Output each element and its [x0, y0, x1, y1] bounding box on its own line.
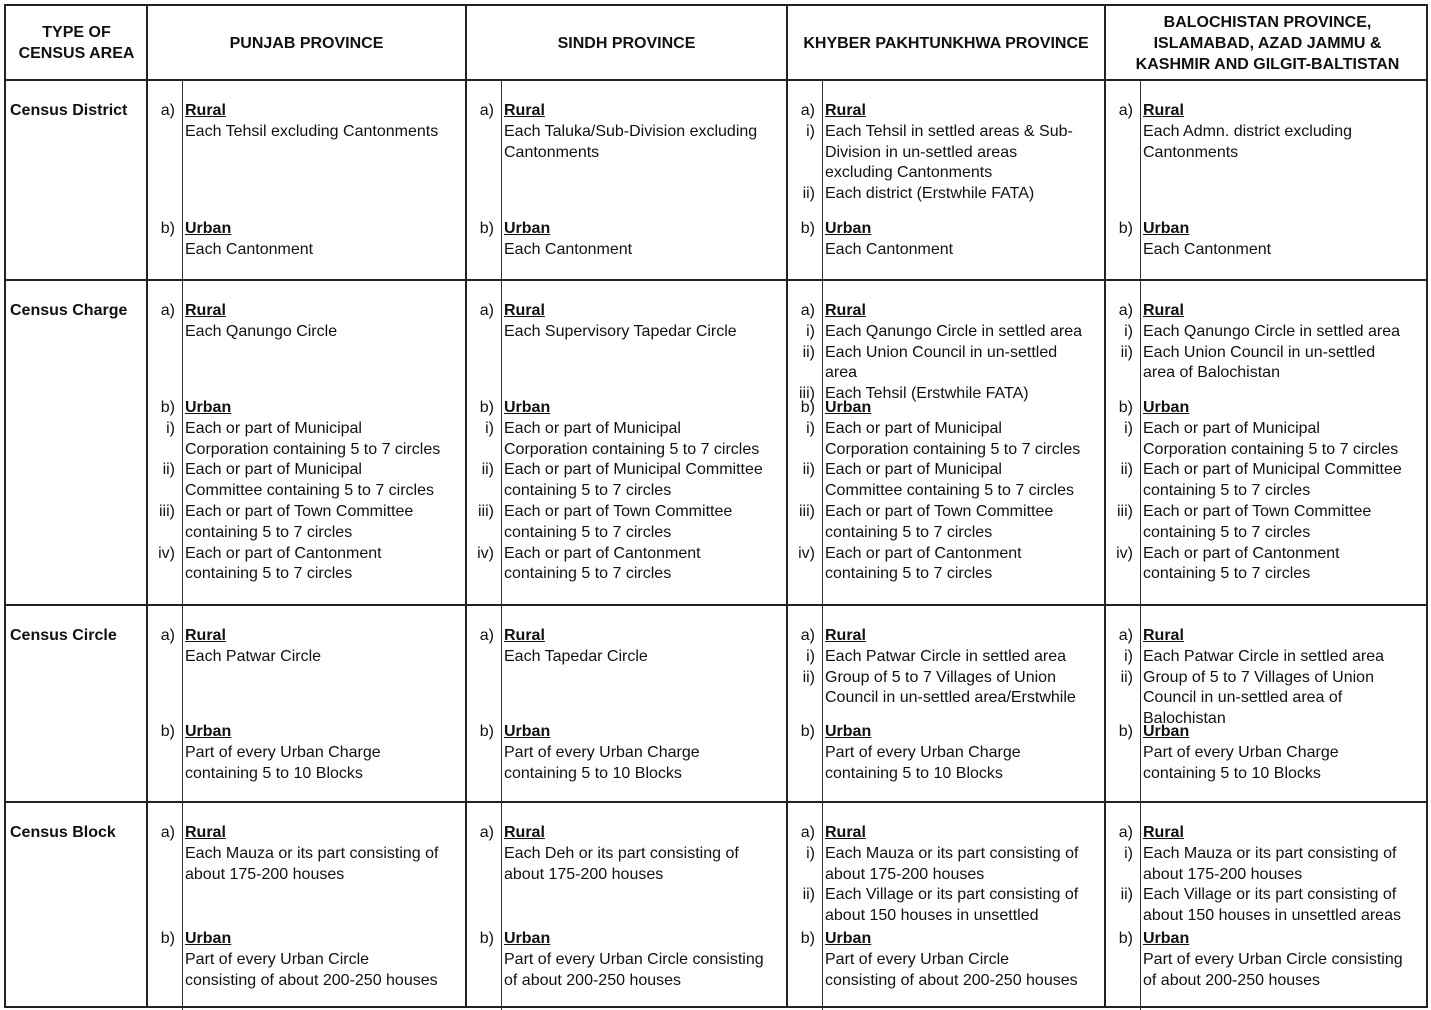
item-marker: i) — [806, 844, 815, 862]
urban-marker: b) — [160, 723, 175, 740]
item-marker: i) — [1124, 322, 1133, 340]
cell-text: Each Qanungo Circle in settled area — [825, 322, 1083, 340]
rural-label: Rural — [185, 302, 226, 319]
cell-text: Committee containing 5 to 7 circles — [825, 482, 1074, 500]
cell-text: Each Admn. district excluding — [1143, 122, 1352, 140]
cell-text: Group of 5 to 7 Villages of Union — [825, 668, 1056, 686]
header-label — [558, 33, 696, 54]
cell-text: of about 200-250 houses — [1143, 971, 1321, 989]
rural-label: Rural — [504, 102, 545, 119]
cell-text: Each Mauza or its part consisting of — [825, 844, 1079, 862]
rural-marker: a) — [160, 102, 175, 119]
header-label — [19, 22, 135, 64]
cell-text: consisting of about 200-250 houses — [825, 971, 1078, 989]
urban-label: Urban — [504, 723, 551, 740]
cell-text: containing 5 to 7 circles — [504, 523, 672, 541]
cell-text: Each or part of Town Committee — [825, 503, 1054, 520]
cell-text: containing 5 to 7 circles — [1143, 523, 1311, 541]
header-label — [803, 33, 1088, 54]
cell-text: Each or part of Town Committee — [185, 503, 414, 520]
item-marker: iv) — [158, 544, 175, 562]
cell-text: Balochistan — [1143, 710, 1226, 728]
rural-label: Rural — [185, 627, 226, 644]
cell-text: Part of every Urban Circle consisting — [1143, 950, 1403, 968]
rural-label: Rural — [825, 824, 866, 841]
cell-text: consisting of about 200-250 houses — [185, 971, 438, 989]
urban-marker: b) — [479, 399, 494, 416]
cell-text: about 175-200 houses — [185, 865, 345, 883]
rural-label: Rural — [825, 627, 866, 644]
cell-text: Each Union Council in un-settled — [825, 343, 1058, 361]
cell-text: excluding Cantonments — [825, 164, 993, 182]
urban-marker: b) — [479, 930, 494, 947]
cell-text: Each Tapedar Circle — [504, 647, 648, 665]
cell-text: containing 5 to 7 circles — [504, 565, 672, 583]
cell-text: Each Qanungo Circle in settled area — [1143, 322, 1401, 340]
urban-label: Urban — [825, 930, 872, 947]
rural-label: Rural — [185, 102, 226, 119]
urban-marker: b) — [160, 930, 175, 947]
row-label-census-block: Census Block — [10, 824, 116, 841]
cell-text: Each Patwar Circle — [185, 647, 322, 665]
item-marker: iii) — [1117, 503, 1133, 520]
rural-marker: a) — [800, 824, 815, 841]
urban-marker: b) — [800, 930, 815, 947]
cell-text: Corporation containing 5 to 7 circles — [504, 440, 760, 458]
urban-label: Urban — [1143, 723, 1190, 740]
cell-text: containing 5 to 7 circles — [504, 482, 672, 500]
urban-label: Urban — [185, 930, 232, 947]
cell-text: Each Qanungo Circle — [185, 322, 338, 340]
rural-marker: a) — [479, 627, 494, 644]
urban-label: Urban — [1143, 930, 1190, 947]
item-marker: ii) — [802, 343, 815, 361]
urban-marker: b) — [160, 399, 175, 416]
marker-column-divider — [1140, 80, 1141, 1010]
urban-marker: b) — [479, 723, 494, 740]
item-marker: iii) — [799, 503, 815, 520]
cell-text: Each Tehsil (Erstwhile FATA) — [825, 385, 1029, 403]
rural-label: Rural — [185, 824, 226, 841]
urban-marker: b) — [800, 723, 815, 740]
cell-text: Each Cantonment — [504, 240, 633, 258]
cell-text: Each Taluka/Sub-Division excluding — [504, 122, 758, 140]
cell-text: containing 5 to 10 Blocks — [1143, 764, 1321, 782]
cell-text: containing 5 to 7 circles — [185, 523, 353, 541]
rural-marker: a) — [800, 627, 815, 644]
column-divider — [146, 6, 148, 1006]
header-cell-3 — [787, 6, 1105, 80]
cell-text: containing 5 to 7 circles — [1143, 482, 1311, 500]
header-line: CENSUS AREA — [18, 45, 135, 62]
cell-text: Part of every Urban Charge — [825, 743, 1021, 761]
urban-marker: b) — [1118, 930, 1133, 947]
rural-marker: a) — [1118, 302, 1133, 319]
item-marker: iv) — [798, 544, 815, 562]
cell-text: Each Mauza or its part consisting of — [1143, 844, 1397, 862]
rural-label: Rural — [825, 302, 866, 319]
cell-text: containing 5 to 7 circles — [1143, 565, 1311, 583]
cell-text: containing 5 to 10 Blocks — [185, 764, 363, 782]
header-line: KHYBER PAKHTUNKHWA PROVINCE — [803, 34, 1089, 52]
cell-text: Each or part of Municipal — [825, 419, 1002, 437]
cell-text: Each or part of Municipal — [1143, 419, 1320, 437]
rural-marker: a) — [800, 102, 815, 119]
item-marker: iv) — [1116, 544, 1133, 562]
cell-text: about 175-200 houses — [825, 865, 985, 883]
cell-text: containing 5 to 7 circles — [825, 523, 993, 541]
cell-text: Each or part of Municipal — [185, 461, 362, 479]
cell-text: Each Patwar Circle in settled area — [825, 647, 1066, 665]
urban-label: Urban — [825, 723, 872, 740]
cell-text: Each Tehsil in settled areas & Sub- — [825, 122, 1073, 140]
item-marker: ii) — [802, 461, 815, 479]
urban-marker: b) — [479, 220, 494, 237]
urban-label: Urban — [1143, 220, 1190, 237]
urban-label: Urban — [185, 220, 232, 237]
cell-text: Each Supervisory Tapedar Circle — [504, 322, 737, 340]
urban-label: Urban — [185, 723, 232, 740]
cell-text: Group of 5 to 7 Villages of Union — [1143, 668, 1374, 686]
row-divider — [6, 801, 1426, 803]
item-marker: ii) — [1120, 886, 1133, 904]
cell-text: Council in un-settled area of — [1143, 689, 1343, 707]
cell-text: containing 5 to 7 circles — [825, 565, 993, 583]
rural-label: Rural — [1143, 302, 1184, 319]
cell-text: Each or part of Municipal — [185, 419, 362, 437]
cell-text: Each Village or its part consisting of — [825, 886, 1079, 904]
item-marker: ii) — [1120, 461, 1133, 479]
row-divider — [6, 604, 1426, 606]
urban-marker: b) — [160, 220, 175, 237]
rural-label: Rural — [1143, 102, 1184, 119]
rural-label: Rural — [504, 302, 545, 319]
cell-text: Part of every Urban Charge — [1143, 743, 1339, 761]
cell-text: Each Mauza or its part consisting of — [185, 844, 439, 862]
urban-label: Urban — [504, 399, 551, 416]
item-marker: i) — [806, 122, 815, 140]
rural-marker: a) — [1118, 627, 1133, 644]
cell-text: Each or part of Cantonment — [825, 544, 1022, 562]
item-marker: i) — [1124, 844, 1133, 862]
item-marker: ii) — [802, 668, 815, 686]
cell-text: Each or part of Municipal Committee — [1143, 461, 1402, 479]
header-line: BALOCHISTAN PROVINCE, — [1163, 13, 1372, 31]
rural-label: Rural — [1143, 824, 1184, 841]
cell-text: area of Balochistan — [1143, 364, 1280, 382]
cell-text: Corporation containing 5 to 7 circles — [1143, 440, 1399, 458]
urban-label: Urban — [825, 399, 872, 416]
item-marker: iii) — [799, 385, 815, 403]
row-label-census-charge: Census Charge — [10, 302, 128, 319]
header-label — [230, 33, 384, 54]
cell-text: Each or part of Municipal — [825, 461, 1002, 479]
rural-marker: a) — [160, 302, 175, 319]
cell-text: Part of every Urban Charge — [185, 743, 381, 761]
rural-marker: a) — [479, 102, 494, 119]
cell-text: Part of every Urban Circle — [825, 950, 1010, 968]
cell-text: about 150 houses in unsettled — [825, 907, 1039, 925]
cell-text: Each district (Erstwhile FATA) — [825, 185, 1035, 203]
cell-text: about 150 houses in unsettled areas — [1143, 907, 1401, 925]
rural-marker: a) — [479, 302, 494, 319]
rural-label: Rural — [825, 102, 866, 119]
cell-text: Each Union Council in un-settled — [1143, 343, 1376, 361]
cell-text: Each Patwar Circle in settled area — [1143, 647, 1384, 665]
cell-text: about 175-200 houses — [1143, 865, 1303, 883]
header-line: TYPE OF — [42, 24, 111, 41]
item-marker: ii) — [162, 461, 175, 479]
rural-marker: a) — [479, 824, 494, 841]
cell-text: Each or part of Cantonment — [504, 544, 701, 562]
item-marker: i) — [485, 419, 494, 437]
item-marker: iii) — [478, 503, 494, 520]
item-marker: i) — [166, 419, 175, 437]
item-marker: ii) — [802, 185, 815, 203]
header-line: SINDH PROVINCE — [557, 34, 696, 52]
rural-marker: a) — [1118, 102, 1133, 119]
marker-column-divider — [822, 80, 823, 1010]
cell-text: Each Cantonment — [825, 240, 954, 258]
urban-label: Urban — [825, 220, 872, 237]
item-marker: ii) — [802, 886, 815, 904]
cell-text: Corporation containing 5 to 7 circles — [825, 440, 1081, 458]
item-marker: ii) — [1120, 343, 1133, 361]
item-marker: i) — [1124, 647, 1133, 665]
urban-marker: b) — [800, 399, 815, 416]
cell-text: of about 200-250 houses — [504, 971, 682, 989]
cell-text: Cantonments — [504, 143, 600, 161]
header-cell-1 — [147, 6, 466, 80]
rural-label: Rural — [1143, 627, 1184, 644]
urban-marker: b) — [1118, 399, 1133, 416]
cell-text: Division in un-settled areas — [825, 143, 1018, 161]
cell-text: containing 5 to 10 Blocks — [504, 764, 682, 782]
header-cell-2 — [466, 6, 787, 80]
item-marker: i) — [1124, 419, 1133, 437]
rural-marker: a) — [160, 824, 175, 841]
marker-column-divider — [501, 80, 502, 1010]
cell-text: Each Cantonment — [185, 240, 314, 258]
header-line: ISLAMABAD, AZAD JAMMU & — [1153, 34, 1382, 52]
cell-text: Corporation containing 5 to 7 circles — [185, 440, 441, 458]
column-divider — [1104, 6, 1106, 1006]
item-marker: i) — [806, 647, 815, 665]
cell-text: Part of every Urban Circle consisting — [504, 950, 764, 968]
cell-text: about 175-200 houses — [504, 865, 664, 883]
item-marker: iii) — [159, 503, 175, 520]
cell-text: Each Village or its part consisting of — [1143, 886, 1397, 904]
census-area-table — [4, 4, 1428, 1008]
header-cell-0 — [6, 6, 147, 80]
rural-marker: a) — [1118, 824, 1133, 841]
header-line: KASHMIR AND GILGIT-BALTISTAN — [1135, 55, 1400, 73]
rural-label: Rural — [504, 824, 545, 841]
item-marker: i) — [806, 322, 815, 340]
row-label-census-district: Census District — [10, 102, 128, 119]
row-divider — [6, 279, 1426, 281]
item-marker: iv) — [477, 544, 494, 562]
cell-text: Each Cantonment — [1143, 240, 1272, 258]
column-divider — [465, 6, 467, 1006]
cell-text: Each or part of Town Committee — [1143, 503, 1372, 520]
row-label-census-circle: Census Circle — [10, 627, 117, 644]
urban-marker: b) — [800, 220, 815, 237]
cell-text: Each Tehsil excluding Cantonments — [185, 122, 439, 140]
cell-text: Each or part of Cantonment — [1143, 544, 1340, 562]
cell-text: containing 5 to 7 circles — [185, 565, 353, 583]
cell-text: Each or part of Town Committee — [504, 503, 733, 520]
cell-text: Part of every Urban Charge — [504, 743, 700, 761]
header-line: PUNJAB PROVINCE — [229, 34, 384, 52]
column-divider — [786, 6, 788, 1006]
rural-label: Rural — [504, 627, 545, 644]
marker-column-divider — [182, 80, 183, 1010]
item-marker: i) — [806, 419, 815, 437]
header-cell-4 — [1105, 6, 1430, 80]
cell-text: Committee containing 5 to 7 circles — [185, 482, 434, 500]
cell-text: area — [825, 364, 858, 382]
urban-label: Urban — [185, 399, 232, 416]
rural-marker: a) — [160, 627, 175, 644]
header-label — [1136, 12, 1400, 75]
cell-text: Each or part of Municipal Committee — [504, 461, 763, 479]
rural-marker: a) — [800, 302, 815, 319]
urban-label: Urban — [504, 930, 551, 947]
urban-marker: b) — [1118, 723, 1133, 740]
cell-text: containing 5 to 10 Blocks — [825, 764, 1003, 782]
item-marker: ii) — [1120, 668, 1133, 686]
cell-text: Council in un-settled area/Erstwhile — [825, 689, 1076, 707]
urban-marker: b) — [1118, 220, 1133, 237]
cell-text: Cantonments — [1143, 143, 1239, 161]
cell-text: Part of every Urban Circle — [185, 950, 370, 968]
cell-text: Each Deh or its part consisting of — [504, 844, 739, 862]
urban-label: Urban — [504, 220, 551, 237]
urban-label: Urban — [1143, 399, 1190, 416]
cell-text: Each or part of Municipal — [504, 419, 681, 437]
item-marker: ii) — [481, 461, 494, 479]
cell-text: Each or part of Cantonment — [185, 544, 382, 562]
